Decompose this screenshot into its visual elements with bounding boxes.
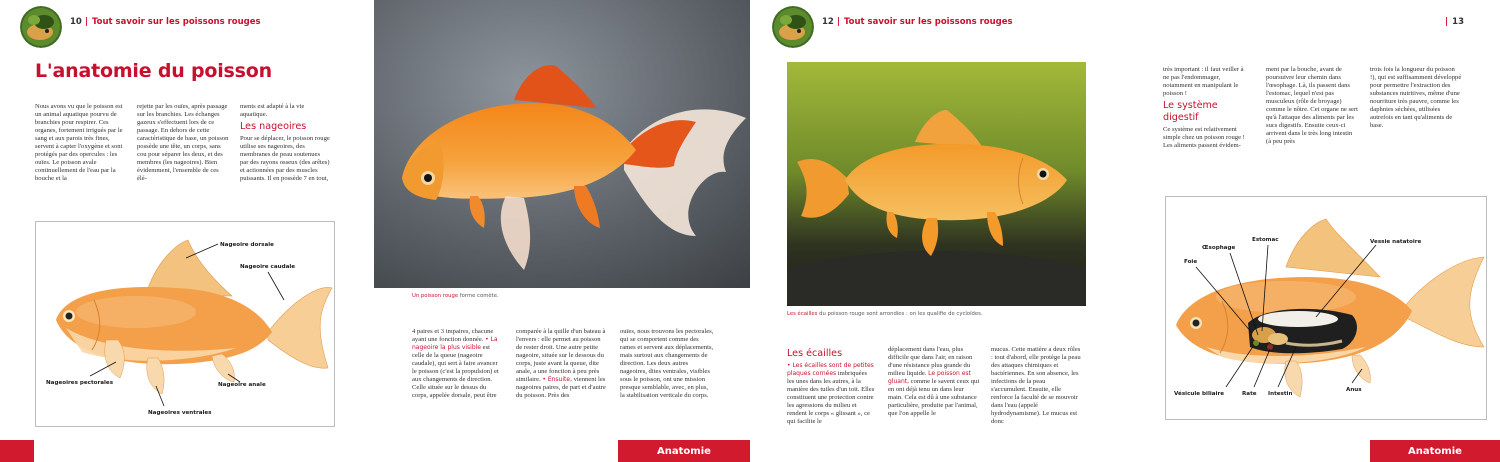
photo-caption-right: [787, 311, 983, 317]
label-oesophage: Œsophage: [1202, 245, 1236, 251]
photo-caption-right-rest: du poisson rouge sont arrondies : on les qualifie de cycloïdes.: [817, 311, 983, 317]
photo-caption-right-red: Les écailles: [787, 311, 818, 317]
intro-column-1: Nous avons vu que le poisson est un animal aquatique pourvu de branchies pour respirer. Ces organes, fortement irrigués par le sang et aux parois très fines, servent à capter l'oxygène et sont protégés par des opercules : les ouïes. Le poisson avale continuellement de l'eau par la bouche et la: [35, 103, 123, 183]
label-intestin: Intestin: [1268, 391, 1293, 397]
right-spread: [750, 0, 1500, 462]
fins-col2-text-b: viennent les nageoires paires, de part et d'autre du poisson. Près des: [516, 376, 606, 400]
digestion-column-2: ment par la bouche, avant de poursuivre leur chemin dans l'œsophage. Là, ils passent dans l'estomac, lequel n'est pas musculeux (rôle de broyage) comme le nôtre. Cet organe ne sert qu'à l'attaque des aliments par les sucs digestifs. Ensuite ceux-ci arrivent dans le très long intestin (à peu près: [1266, 66, 1358, 146]
intro-column-2: rejette par les ouïes, après passage sur les branchies. Les échanges gazeux s'effectuent lors de ce passage. En dehors de cette caractéristique de base, un poisson possède une tête, un corps, sans cou pour séparer les deux, et des membres (les nageoires). Bien évidemment, l'ensemble de ces élé-: [137, 103, 229, 183]
label-anus: Anus: [1346, 387, 1362, 393]
digestive-diagram: [1165, 196, 1487, 420]
ecailles-heading: Les écailles: [787, 348, 843, 359]
intro-col3-text-a: ments est adapté à la vie aquatique.: [240, 103, 305, 119]
fins-col1-highlight: • La nageoire la plus visible: [412, 336, 498, 352]
running-head-title-right: Tout savoir sur les poissons rouges: [843, 17, 1013, 27]
photo-caption-left-red: Un poisson rouge: [412, 293, 459, 299]
chapter-title: L'anatomie du poisson: [35, 60, 272, 82]
digestion-column-3: trois fois la longueur du poisson !), qui est suffisamment développé pour permettre l'extraction des substances nutritives, même d'une nourriture très pauvre, comme les daphnies séchées, utilisées autrefois en tant qu'aliments de base.: [1370, 66, 1462, 130]
page-number: 10: [70, 17, 82, 27]
label-rate: Rate: [1242, 391, 1257, 397]
scales-col1-text: imbriquées les unes dans les autres, à la manière des tuiles d'un toit. Elles constituent une protection contre les agressions du milieu et rendent le corps « glissant », ce qui facilite le: [787, 370, 875, 426]
label-nageoire-dorsale: Nageoire dorsale: [220, 242, 274, 248]
fins-col2-highlight: • Ensuite,: [542, 376, 572, 384]
label-foie: Foie: [1184, 259, 1198, 265]
goldfish-logo-icon-right: [772, 6, 814, 48]
scales-column-1: [787, 346, 875, 426]
fins-col1-text-a: 4 paires et 3 impaires, chacune ayant une fonction donnée.: [412, 328, 494, 344]
digestion-col1-text-b: Ce système est relativement simple chez un poisson rouge ! Les aliments passent évidem-: [1163, 126, 1245, 150]
page-number-13-value: 13: [1452, 17, 1464, 27]
scales-col1-highlight: • Les écailles sont de petites plaques cornées: [787, 362, 874, 378]
fins-col1-text-b: est celle de la queue (nageoire caudale), qui sert à faire avancer le poisson (c'est la propulsion) et aux changements de direction. Celle située sur le dessus du corps, appelée dorsale, peut être: [412, 344, 499, 400]
digestion-column-1: [1163, 66, 1251, 150]
label-vesicule-biliaire: Vésicule biliaire: [1174, 391, 1225, 397]
fins-column-1: [412, 328, 502, 400]
photo-caption-left-rest: forme comète.: [458, 293, 499, 299]
fins-column-3: ouïes, nous trouvons les pectorales, qui se comportent comme des rames et servent aux déplacements, mais surtout aux changements de direction. Les deux autres nageoires, dites ventrales, visibles sous le poisson, ont une mission presque semblable, avec, en plus, la stabilisation verticale du corps.: [620, 328, 714, 400]
page-number-13: | 13: [1445, 17, 1464, 27]
intro-col3-text-b: Pour se déplacer, le poisson rouge utilise ses nageoires, des membranes de peau soutenues par des rayons osseux (des arêtes) et actionnées par des muscles puissants. Il en possède 7 en tout,: [240, 135, 330, 183]
goldfish-scales-photo: [787, 62, 1086, 306]
fin-diagram: [35, 221, 335, 427]
scales-column-2: [888, 346, 980, 418]
intro-column-3: [240, 103, 330, 183]
fins-column-2: [516, 328, 608, 400]
scales-col2-highlight: Le poisson est gluant,: [888, 370, 971, 386]
running-head-right: 12 | Tout savoir sur les poissons rouges: [822, 17, 1013, 27]
fins-col2-text-a: comparée à la quille d'un bateau à l'envers : elle permet au poisson de rester droit. Une autre petite nageoire, située sur le dessous du corps, juste avant la queue, dite anale, a une fonction à peu près similaire.: [516, 328, 606, 384]
running-head: 10 | Tout savoir sur les poissons rouges: [70, 17, 261, 27]
page-number-12: 12: [822, 17, 834, 27]
label-nageoire-anale: Nageoire anale: [218, 382, 266, 388]
digestion-col1-text-a: très important : il faut veiller à ne pas l'endommager, notamment en manipulant le poisson !: [1163, 66, 1244, 98]
edge-tab-left: [0, 440, 34, 462]
scales-column-3: mucus. Cette matière a deux rôles : tout d'abord, elle protège la peau des attaques chimiques et bactériennes. En son absence, les infections de la peau s'accumulent. Ensuite, elle renforce la faculté de se mouvoir dans l'eau (appelé hydrodynamisme). Le mucus est donc: [991, 346, 1081, 426]
nageoires-heading: Les nageoires: [240, 121, 307, 133]
goldfish-logo-icon: [20, 6, 62, 48]
scales-col2-text-b: comme le savent ceux qui en ont déjà tenu un dans leur main. Cela est dû à une substance particulière, produite par l'animal, que l'on appelle le: [888, 378, 980, 418]
label-nageoires-pectorales: Nageoires pectorales: [46, 380, 114, 386]
running-head-title: Tout savoir sur les poissons rouges: [91, 17, 261, 27]
label-nageoires-ventrales: Nageoires ventrales: [148, 410, 212, 416]
photo-caption-left: [412, 293, 499, 299]
section-tab-anatomie-left: Anatomie: [618, 440, 750, 462]
label-estomac: Estomac: [1252, 237, 1279, 243]
label-vessie-natatoire: Vessie natatoire: [1370, 239, 1422, 245]
scales-col2-text-a: déplacement dans l'eau, plus difficile que dans l'air, en raison d'une résistance plus grande du milieu liquide.: [888, 346, 973, 378]
digestif-heading: Le système digestif: [1163, 100, 1218, 124]
comet-goldfish-photo: [374, 0, 750, 288]
label-nageoire-caudale: Nageoire caudale: [240, 264, 296, 270]
section-tab-anatomie-right: Anatomie: [1370, 440, 1500, 462]
